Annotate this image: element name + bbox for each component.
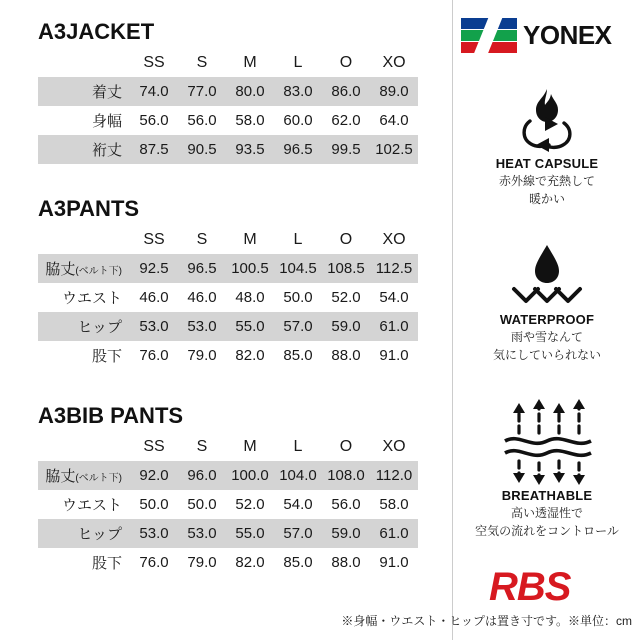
cell: 46.0	[130, 283, 178, 312]
cell: 57.0	[274, 519, 322, 548]
cell: 87.5	[130, 135, 178, 164]
cell: 82.0	[226, 341, 274, 370]
section-title: A3JACKET	[38, 19, 155, 44]
section-a3pants	[38, 195, 438, 370]
cell: 112.0	[370, 461, 418, 490]
feature-waterproof	[453, 238, 640, 363]
cell: 50.0	[274, 283, 322, 312]
cell: 59.0	[322, 519, 370, 548]
cell: 104.0	[274, 461, 322, 490]
size-header: O	[339, 53, 353, 71]
cell: 56.0	[130, 106, 178, 135]
size-header: S	[196, 230, 208, 248]
cell: 53.0	[130, 312, 178, 341]
table-row	[38, 490, 418, 519]
size-header: XO	[382, 53, 406, 71]
size-header: L	[293, 53, 303, 71]
cell: 83.0	[274, 77, 322, 106]
size-header: SS	[143, 437, 165, 455]
cell: 52.0	[322, 283, 370, 312]
cell: 96.5	[178, 254, 226, 283]
water-drop-repel-icon	[453, 238, 640, 310]
yonex-logo	[461, 14, 633, 56]
size-header: O	[339, 437, 353, 455]
size-header: M	[243, 230, 257, 248]
row-label: ヒップ	[38, 312, 130, 341]
cell: 62.0	[322, 106, 370, 135]
row-label: ウエスト	[38, 490, 130, 519]
yonex-wordmark: YONEX	[523, 19, 612, 50]
cell: 55.0	[226, 519, 274, 548]
size-header: XO	[382, 230, 406, 248]
cell: 76.0	[130, 341, 178, 370]
cell: 85.0	[274, 548, 322, 577]
table-row	[38, 312, 418, 341]
feature-heat-capsule	[453, 82, 640, 207]
section-title: A3PANTS	[38, 196, 140, 221]
cell: 92.0	[130, 461, 178, 490]
cell: 64.0	[370, 106, 418, 135]
row-label	[38, 254, 130, 283]
table-row	[38, 519, 418, 548]
cell: 56.0	[178, 106, 226, 135]
cell: 112.5	[370, 254, 418, 283]
cell: 54.0	[274, 490, 322, 519]
cell: 88.0	[322, 548, 370, 577]
feature-desc-line1: 雨や雪なんて	[510, 330, 583, 344]
cell: 86.0	[322, 77, 370, 106]
row-label-sub: (ベルト下)	[75, 473, 122, 484]
section-title: A3BIB PANTS	[38, 403, 184, 428]
row-label: 着丈	[38, 77, 130, 106]
rbs-logo: RBS	[489, 565, 571, 609]
cell: 88.0	[322, 341, 370, 370]
cell: 92.5	[130, 254, 178, 283]
size-header: S	[196, 437, 208, 455]
cell: 60.0	[274, 106, 322, 135]
air-flow-arrows-icon	[453, 398, 640, 486]
cell: 79.0	[178, 548, 226, 577]
size-header: L	[293, 437, 303, 455]
table-header-row	[38, 225, 418, 254]
cell: 56.0	[322, 490, 370, 519]
cell: 79.0	[178, 341, 226, 370]
cell: 100.5	[226, 254, 274, 283]
cell: 61.0	[370, 312, 418, 341]
table-corner-cell	[38, 48, 130, 77]
feature-desc-line1: 赤外線で充熱して	[498, 174, 595, 188]
table-row	[38, 461, 418, 490]
cell: 59.0	[322, 312, 370, 341]
table-header-row	[38, 48, 418, 77]
size-header: L	[293, 230, 303, 248]
cell: 96.0	[178, 461, 226, 490]
size-table-a3jacket	[38, 48, 418, 164]
cell: 108.0	[322, 461, 370, 490]
cell: 82.0	[226, 548, 274, 577]
cell: 102.5	[370, 135, 418, 164]
size-table-a3bib-pants	[38, 432, 418, 577]
cell: 108.5	[322, 254, 370, 283]
cell: 96.5	[274, 135, 322, 164]
cell: 53.0	[178, 312, 226, 341]
table-row	[38, 283, 418, 312]
feature-name: HEAT CAPSULE	[495, 156, 599, 171]
cell: 99.5	[322, 135, 370, 164]
cell: 85.0	[274, 341, 322, 370]
cell: 93.5	[226, 135, 274, 164]
size-header: O	[339, 230, 353, 248]
row-label-text: 脇丈	[45, 261, 76, 278]
table-row	[38, 254, 418, 283]
cell: 100.0	[226, 461, 274, 490]
feature-desc-line2: 空気の流れをコントロール	[475, 524, 619, 538]
cell: 54.0	[370, 283, 418, 312]
cell: 50.0	[178, 490, 226, 519]
feature-desc-line1: 高い透湿性で	[510, 506, 583, 520]
cell: 74.0	[130, 77, 178, 106]
cell: 89.0	[370, 77, 418, 106]
cell: 77.0	[178, 77, 226, 106]
table-row	[38, 77, 418, 106]
table-header-row	[38, 432, 418, 461]
table-row	[38, 341, 418, 370]
cell: 91.0	[370, 548, 418, 577]
feature-name: BREATHABLE	[501, 488, 593, 503]
table-row	[38, 548, 418, 577]
size-header: M	[243, 53, 257, 71]
feature-desc-line2: 暖かい	[528, 192, 565, 206]
feature-name: WATERPROOF	[499, 312, 595, 327]
row-label: 裄丈	[38, 135, 130, 164]
table-corner-cell	[38, 225, 130, 254]
cell: 61.0	[370, 519, 418, 548]
row-label: 股下	[38, 548, 130, 577]
cell: 58.0	[370, 490, 418, 519]
cell: 46.0	[178, 283, 226, 312]
row-label: 股下	[38, 341, 130, 370]
cell: 91.0	[370, 341, 418, 370]
row-label: ウエスト	[38, 283, 130, 312]
footnote: ※身幅・ウエスト・ヒップは置き寸です。※単位：cm	[341, 614, 632, 628]
cell: 76.0	[130, 548, 178, 577]
table-row	[38, 106, 418, 135]
size-table-a3pants	[38, 225, 418, 370]
row-label	[38, 461, 130, 490]
size-header: M	[243, 437, 257, 455]
size-header: SS	[143, 53, 165, 71]
cell: 90.5	[178, 135, 226, 164]
size-header: S	[196, 53, 208, 71]
cell: 57.0	[274, 312, 322, 341]
section-a3jacket	[38, 18, 438, 164]
yonex-mark-icon	[461, 15, 517, 55]
row-label-sub: (ベルト下)	[75, 266, 122, 277]
cell: 58.0	[226, 106, 274, 135]
feature-breathable	[453, 398, 640, 539]
section-a3bib-pants	[38, 402, 438, 577]
flame-recycle-icon	[453, 82, 640, 154]
cell: 55.0	[226, 312, 274, 341]
cell: 50.0	[130, 490, 178, 519]
cell: 48.0	[226, 283, 274, 312]
cell: 80.0	[226, 77, 274, 106]
row-label: ヒップ	[38, 519, 130, 548]
cell: 104.5	[274, 254, 322, 283]
size-header: XO	[382, 437, 406, 455]
cell: 53.0	[130, 519, 178, 548]
row-label-text: 脇丈	[45, 468, 76, 485]
table-row	[38, 135, 418, 164]
features-column	[452, 0, 640, 640]
table-corner-cell	[38, 432, 130, 461]
cell: 53.0	[178, 519, 226, 548]
row-label: 身幅	[38, 106, 130, 135]
cell: 52.0	[226, 490, 274, 519]
feature-desc-line2: 気にしていられない	[492, 348, 601, 362]
size-header: SS	[143, 230, 165, 248]
